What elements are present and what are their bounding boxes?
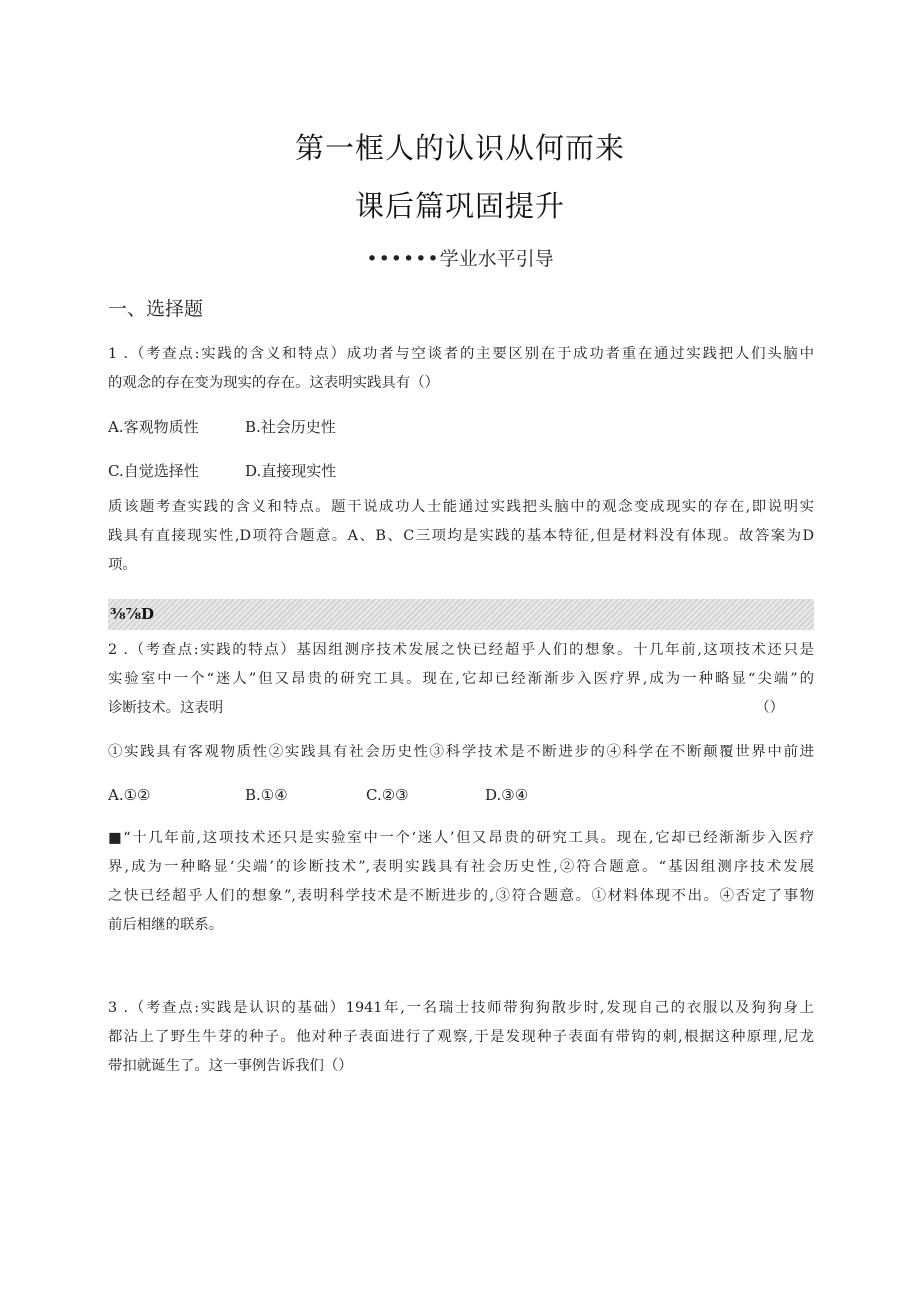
- question-3-line-3: 带扣就诞生了。这一事例告诉我们（）: [108, 1058, 353, 1074]
- question-2-line-3: [108, 694, 814, 723]
- guide-label: 学业水平引导: [439, 248, 554, 270]
- question-2-line-3-text: 诊断技术。这表明: [108, 700, 224, 716]
- question-1-analysis: [108, 493, 814, 580]
- question-2: [108, 636, 814, 723]
- question-1: [108, 340, 814, 398]
- option-a: A.①②: [108, 786, 151, 804]
- option-d: D.直接现实性: [245, 462, 337, 480]
- section-heading: 一、选择题: [108, 298, 204, 320]
- question-3-line-2: 都沾上了野生牛芽的种子。他对种子表面进行了观察,于是发现种子表面有带钩的刺,根据这种原理,尼龙: [108, 1029, 814, 1045]
- option-c: C.②③: [366, 786, 409, 804]
- guide-dots: ••••••: [366, 248, 440, 270]
- answer-bar: [108, 599, 814, 630]
- analysis-line: 项。: [108, 557, 137, 573]
- question-2-options: [108, 786, 528, 804]
- statements-line: ①实践具有客观物质性②实践具有社会历史性③科学技术是不断进步的④科学在不断颠覆世界中前进: [108, 744, 814, 760]
- question-1-options-row-2: [108, 460, 336, 481]
- analysis-line: 前后相继的联系。: [108, 917, 224, 933]
- answer-paren: （）: [755, 700, 784, 716]
- question-2-line-1: 2 .（考查点:实践的特点）基因组测序技术发展之快已经超乎人们的想象。十几年前,这项技术还只是: [108, 642, 814, 658]
- question-3: [108, 994, 814, 1081]
- option-d: D.③④: [485, 786, 529, 804]
- question-1-options-row-1: [108, 416, 336, 437]
- option-c: C.自觉选择性: [108, 462, 199, 480]
- question-2-analysis: [108, 824, 814, 940]
- page-subtitle: 课后篇巩固提升: [354, 189, 565, 223]
- analysis-line: ■“十几年前,这项技术还只是实验室中一个‘迷人’但又昂贵的研究工具。现在,它却已经渐渐步入医疗: [108, 830, 814, 846]
- answer-text: ⅜⅞D: [110, 605, 155, 623]
- option-a: A.客观物质性: [108, 418, 199, 436]
- page-title: 第一框人的认识从何而来: [294, 131, 625, 165]
- analysis-line: 践具有直接现实性,D项符合题意。A、B、C三项均是实践的基本特征,但是材料没有体现。故答案为D: [108, 528, 814, 544]
- analysis-line: 界,成为一种略显‘尖端’的诊断技术”,表明实践具有社会历史性,②符合题意。“基因组测序技术发展: [108, 859, 814, 875]
- question-1-line-1: 1 .（考查点:实践的含义和特点）成功者与空谈者的主要区别在于成功者重在通过实践把人们头脑中: [108, 346, 814, 362]
- question-3-line-1: 3 .（考查点:实践是认识的基础）1941年,一名瑞士技师带狗狗散步时,发现自己的衣服以及狗狗身上: [108, 1000, 814, 1016]
- analysis-line: 质该题考查实践的含义和特点。题干说成功人士能通过实践把头脑中的观念变成现实的存在,即说明实: [108, 499, 814, 515]
- option-b: B.①④: [245, 786, 288, 804]
- question-2-statements: [108, 738, 814, 767]
- question-1-line-2: 的观念的存在变为现实的存在。这表明实践具有（）: [108, 375, 439, 391]
- analysis-line: 之快已经超乎人们的想象”,表明科学技术是不断进步的,③符合题意。①材料体现不出。④否定了事物: [108, 888, 814, 904]
- question-2-line-2: 实验室中一个“迷人”但又昂贵的研究工具。现在,它却已经渐渐步入医疗界,成为一种略显“尖端”的: [108, 671, 814, 687]
- guide-heading: [0, 244, 920, 271]
- option-b: B.社会历史性: [245, 418, 336, 436]
